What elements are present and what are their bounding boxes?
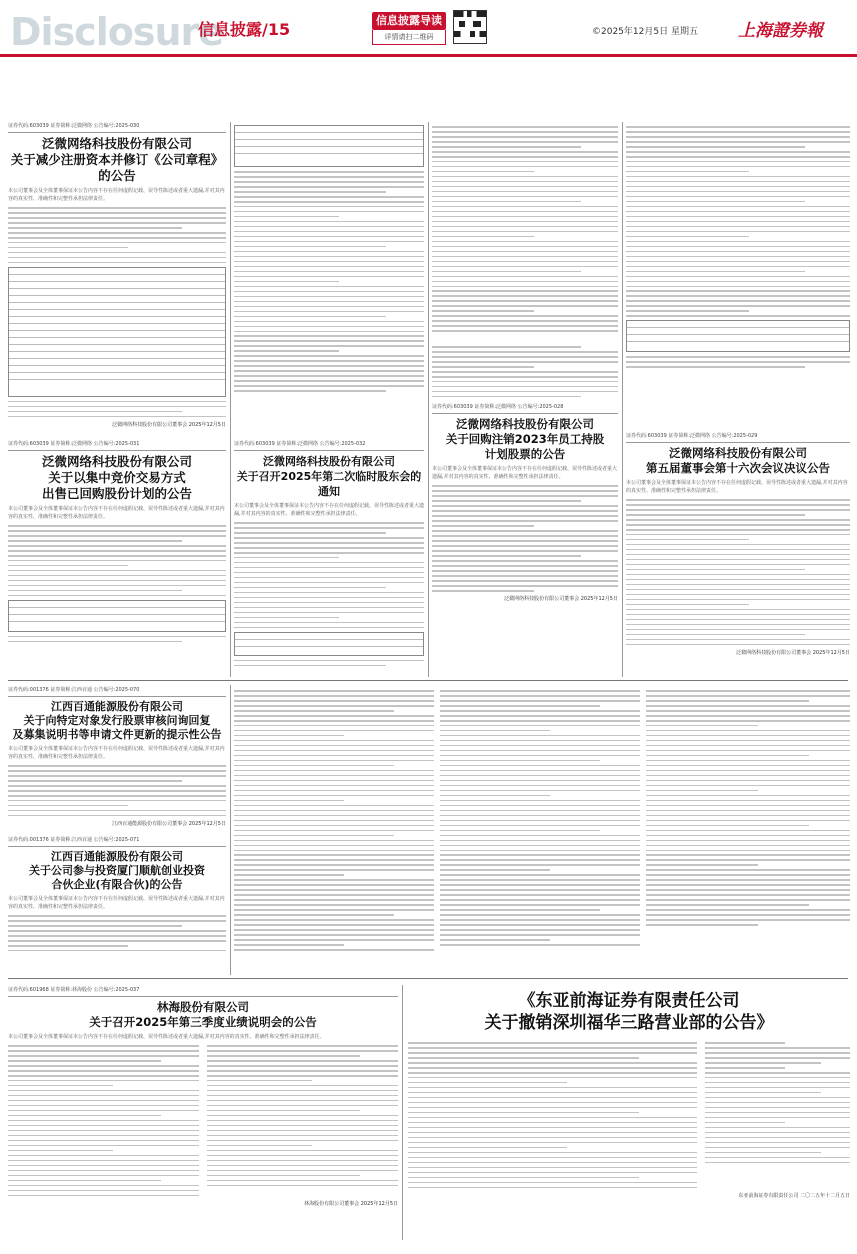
guide-badge-title: 信息披露导读: [372, 12, 446, 30]
announcement-signature: 泛微网络科技股份有限公司董事会 2025年12月5日: [112, 421, 226, 428]
continuation-block: [626, 122, 850, 384]
guide-badge: [372, 12, 446, 50]
masthead-rule: [0, 54, 857, 57]
announcement-title: 林海股份有限公司 关于召开2025年第三季度业绩说明会的公告: [89, 1000, 317, 1029]
newspaper-logo: 上海證券報: [738, 21, 823, 41]
announcement-notice: 本公司董事会及全体董事保证本公告内容不存在任何虚假记载、误导性陈述或者重大遗漏,并对其内容的真实性、准确性和完整性承担法律责任。: [8, 746, 225, 760]
announcement-title: 《东亚前海证券有限责任公司 关于撤销深圳福华三路营业部的公告》: [484, 991, 774, 1033]
info-table: [234, 125, 424, 167]
continuation-block: [234, 686, 434, 974]
dateline: ©2025年12月5日 星期五: [592, 27, 698, 37]
announcement-code: 证券代码:603039 证券简称:泛微网络 公告编号:2025-031: [8, 440, 226, 451]
announcement-baitong-inquiry: [8, 686, 226, 834]
announcement-notice: 本公司董事会及全体董事保证本公告内容不存在任何虚假记载、误导性陈述或者重大遗漏,并对其内容的真实性、准确性和完整性承担法律责任。: [234, 503, 424, 517]
share-structure-table: [626, 320, 850, 352]
section-divider: [8, 680, 848, 681]
announcement-signature: 江西百通能源股份有限公司董事会 2025年12月5日: [112, 820, 226, 827]
announcement-title: 泛微网络科技股份有限公司 第五届董事会第十六次会议决议公告: [646, 446, 830, 475]
announcement-code: 证券代码:603039 证券简称:泛微网络 公告编号:2025-029: [626, 432, 850, 443]
amendment-table: [8, 267, 226, 397]
section-divider: [8, 978, 848, 979]
continuation-block: [432, 122, 618, 342]
announcement-title: 泛微网络科技股份有限公司 关于减少注册资本并修订《公司章程》的公告: [10, 136, 224, 183]
announcement-signature: 东亚前海证券有限责任公司 二〇二五年十二月五日: [738, 1192, 850, 1199]
announcement-code: 证券代码:001376 证券简称:江西百通 公告编号:2025-070: [8, 686, 226, 697]
announcement-title: 江西百通能源股份有限公司 关于向特定对象发行股票审核问询回复 及募集说明书等申请文件更新的提示性公告: [12, 700, 222, 741]
proposal-table: [234, 632, 424, 656]
announcement-notice: 本公司董事会及全体董事保证本公告内容不存在任何虚假记载、误导性陈述或者重大遗漏,并对其内容的真实性、准确性和完整性承担法律责任。: [8, 896, 225, 910]
section-brand: Disclosure: [10, 10, 224, 54]
announcement-capital-reduction: [8, 122, 226, 440]
announcement-signature: 泛微网络科技股份有限公司董事会 2025年12月5日: [504, 596, 618, 603]
continuation-block: [440, 686, 640, 974]
announcement-repurchased-share-sale: [8, 440, 226, 676]
announcement-notice: 本公司董事会及全体董事保证本公告内容不存在任何虚假记载、误导性陈述或者重大遗漏,并对其内容的真实性、准确性和完整性承担法律责任。: [626, 480, 848, 494]
column-divider: [230, 122, 231, 677]
announcement-code: 证券代码:603039 证券简称:泛微网络 公告编号:2025-032: [234, 440, 424, 451]
section-title: 信息披露/15: [198, 20, 291, 39]
announcement-linhai-earnings-call: [8, 986, 398, 1242]
announcement-notice: 本公司董事会及全体董事保证本公告内容不存在任何虚假记载、误导性陈述或者重大遗漏,并对其内容的真实性、准确性和完整性承担法律责任。: [8, 1034, 325, 1040]
announcement-signature: 林海股份有限公司董事会 2025年12月5日: [304, 1200, 398, 1207]
column-divider: [428, 122, 429, 677]
announcement-shareholder-meeting: [234, 440, 424, 676]
qr-code-icon[interactable]: [453, 10, 487, 44]
body-text: [8, 207, 226, 263]
announcement-signature: 泛微网络科技股份有限公司董事会 2025年12月5日: [736, 649, 850, 656]
shares-table: [8, 600, 226, 632]
announcement-title: 泛微网络科技股份有限公司 关于以集中竞价交易方式 出售已回购股份计划的公告: [41, 454, 192, 501]
announcement-baitong-investment: [8, 836, 226, 974]
column-divider: [230, 685, 231, 975]
masthead: [0, 0, 857, 78]
announcement-code: 证券代码:001376 证券简称:江西百通 公告编号:2025-071: [8, 836, 226, 847]
announcement-esop-cancellation: [432, 342, 618, 676]
announcement-notice: 本公司董事会及全体董事保证本公告内容不存在任何虚假记载、误导性陈述或者重大遗漏,并对其内容的真实性、准确性和完整性承担法律责任。: [8, 188, 225, 202]
announcement-title: 江西百通能源股份有限公司 关于公司参与投资厦门顺航创业投资 合伙企业(有限合伙)的公告: [29, 850, 205, 891]
column-divider: [402, 985, 403, 1240]
column-divider: [622, 122, 623, 677]
announcement-notice: 本公司董事会及全体董事保证本公告内容不存在任何虚假记载、误导性陈述或者重大遗漏,并对其内容的真实性、准确性和完整性承担法律责任。: [8, 506, 225, 520]
announcement-east-asia-qianhai: [408, 986, 850, 1242]
continuation-block: [234, 122, 424, 440]
announcement-code: 证券代码:603039 证券简称:泛微网络 公告编号:2025-030: [8, 122, 226, 133]
continuation-block: [646, 686, 850, 974]
announcement-notice: 本公司董事会及全体董事保证本公告内容不存在任何虚假记载、误导性陈述或者重大遗漏,并对其内容的真实性、准确性和完整性承担法律责任。: [432, 466, 618, 481]
announcement-title: 泛微网络科技股份有限公司 关于召开2025年第二次临时股东会的通知: [236, 455, 422, 498]
announcement-code: 证券代码:601968 证券简称:林海股份 公告编号:2025-037: [8, 986, 398, 997]
announcement-title: 泛微网络科技股份有限公司 关于回购注销2023年员工持股 计划股票的公告: [445, 417, 605, 462]
announcement-board-resolution: [626, 432, 850, 676]
guide-badge-subtitle: 详情请扫二维码: [372, 30, 446, 45]
announcement-code: 证券代码:603039 证券简称:泛微网络 公告编号:2025-028: [432, 403, 618, 414]
